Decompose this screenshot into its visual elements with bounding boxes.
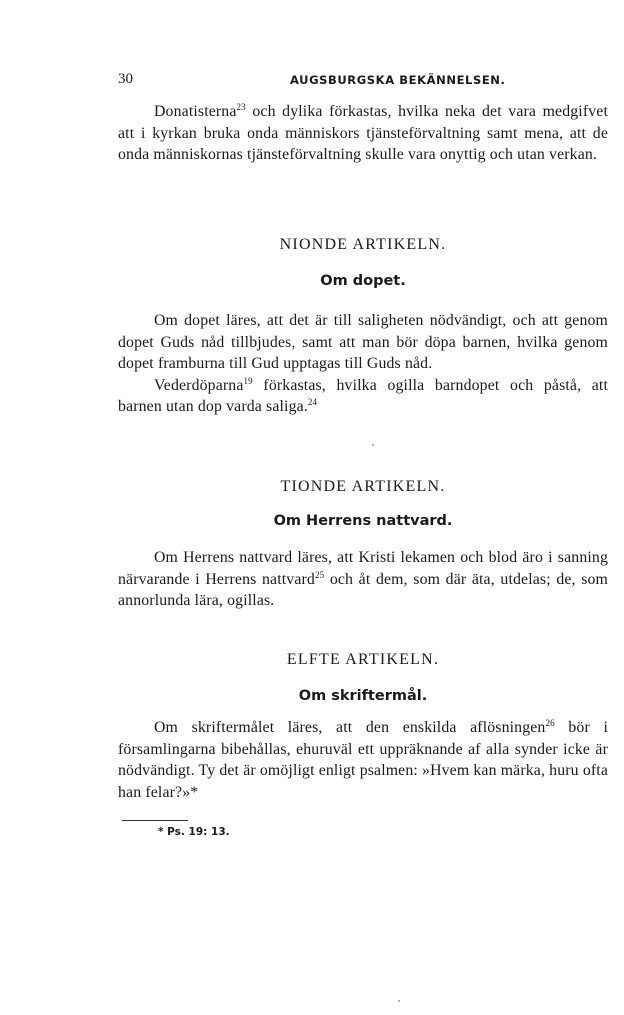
footnote-ref-25: 25: [314, 569, 325, 580]
footnote-ref-23: 23: [236, 102, 246, 112]
page-number: 30: [118, 71, 133, 87]
article-9-para-1: Om dopet läres, att det är till saligheten nödvändigt, och att genom dopet Guds nåd tillbjudes, samt att man bör döpa barnen, hvilka genom dopet framburna till Gud upptagas till Guds nåd.: [118, 312, 608, 372]
article-10-text-1: Om Herrens nattvard läres, att Kristi lekamen och blod äro i sanning närvarande i Herrens nattvard: [118, 549, 608, 588]
article-9-para-2-text-2: förkastas, hvilka ogilla barndopet och påstå, att barnen utan dop varda saliga.: [118, 376, 608, 415]
article-11-text-2: bör i församlingarna bibehållas, ehuruväl ett uppräknande af alla synder icke är nödvändigt. Ty det är omöjligt enligt psalmen: »Hvem kan märka, huru ofta han felar?»*: [118, 719, 608, 801]
article-9-body: [118, 310, 608, 418]
running-title: AUGSBURGSKA BEKÄNNELSEN.: [290, 73, 506, 87]
article-10-body: [118, 547, 608, 612]
paper-speck: [372, 444, 374, 446]
article-11-title: ELFTE ARTIKELN.: [286, 651, 440, 668]
intro-text-1: Donatisterna: [154, 103, 237, 120]
footnote-ref-19: 19: [243, 375, 253, 386]
footnote-rule: [122, 820, 188, 821]
intro-paragraph: [118, 101, 608, 166]
paper-speck: [398, 1000, 400, 1002]
article-9-subtitle: Om dopet.: [320, 273, 406, 289]
article-10-title: TIONDE ARTIKELN.: [280, 478, 446, 495]
footnote-ref-24: 24: [307, 397, 318, 407]
article-9-para-2-text-1: Vederdöparna: [154, 376, 244, 394]
article-9-title: NIONDE ARTIKELN.: [279, 236, 447, 253]
footnote-ref-26: 26: [545, 718, 555, 728]
intro-text-2: och dylika förkastas, hvilka neka det vara medgifvet att i kyrkan bruka onda människors tjänsteförvaltning samt mena, att de onda människornas tjänsteförvaltning skulle vara onyttig och utan verkan.: [118, 103, 608, 163]
article-11-body: [118, 717, 608, 803]
article-10-text-2: och åt dem, som där äta, utdelas; de, som annorlunda lära, ogillas.: [118, 570, 608, 609]
page-header: [118, 71, 608, 89]
article-11-text-1: Om skriftermålet läres, att den enskilda aflösningen: [154, 719, 546, 736]
footnote: * Ps. 19: 13.: [158, 826, 230, 838]
article-10-subtitle: Om Herrens nattvard.: [273, 513, 453, 529]
article-11-subtitle: Om skriftermål.: [298, 688, 428, 704]
